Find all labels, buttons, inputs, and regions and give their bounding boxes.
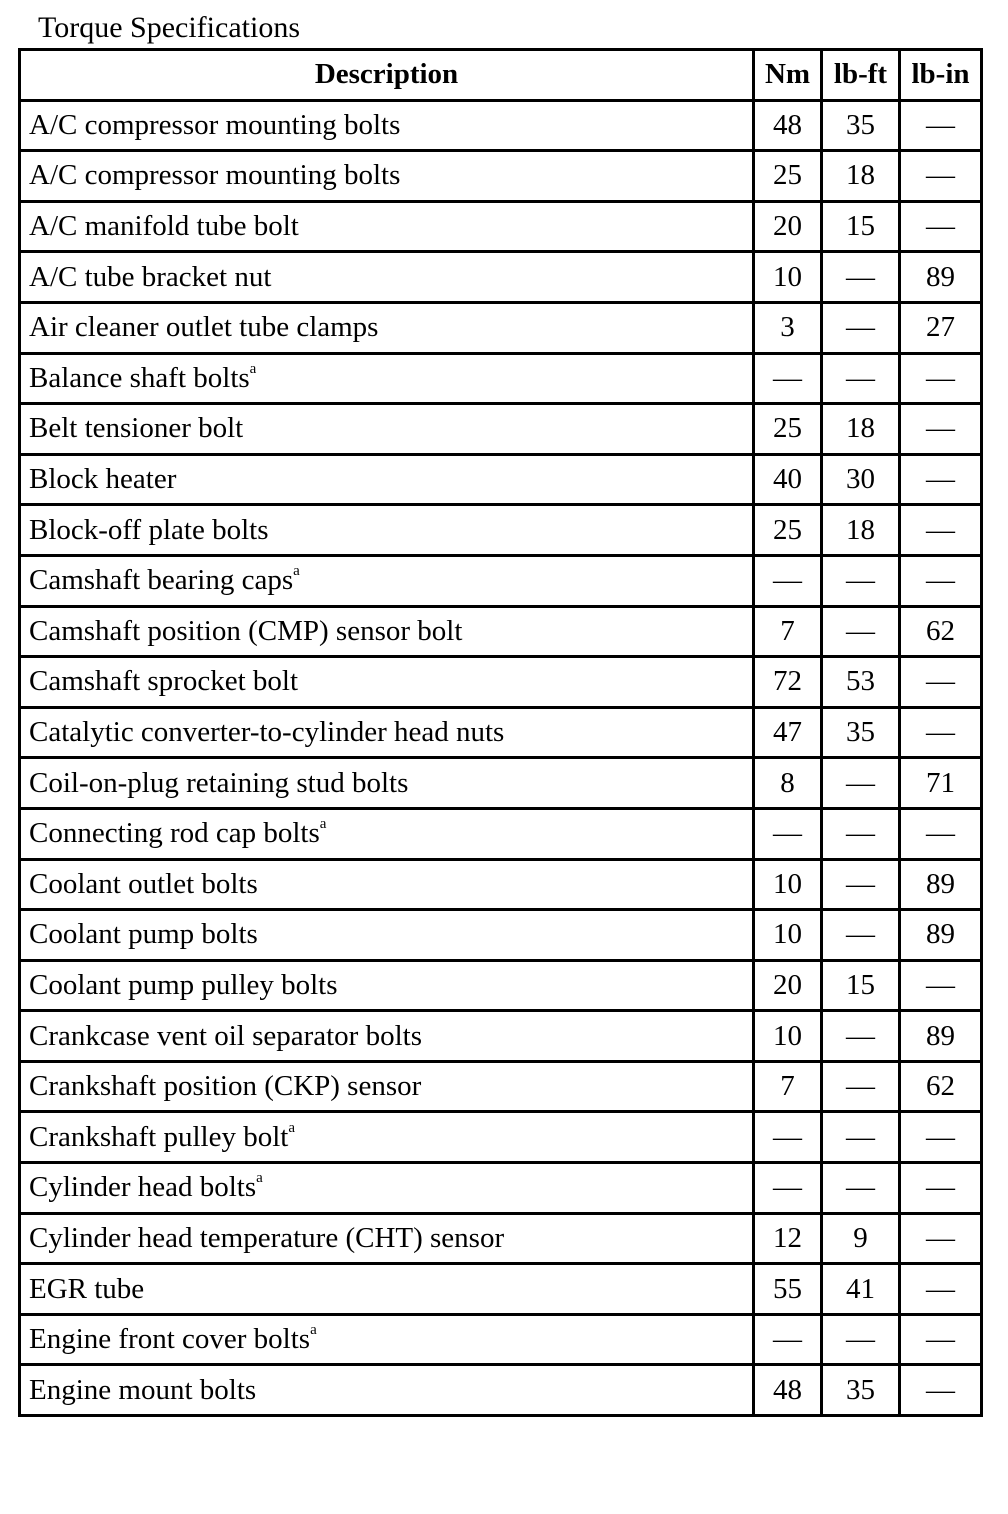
cell-nm: 7 [754, 606, 822, 657]
cell-lbin: 89 [900, 910, 982, 961]
cell-nm: 55 [754, 1264, 822, 1315]
table-header-row [20, 50, 982, 101]
cell-lbin: — [900, 454, 982, 505]
table-row [20, 606, 982, 657]
header-lbft: lb-ft [822, 50, 900, 101]
cell-nm: — [754, 1112, 822, 1163]
cell-description [20, 252, 754, 303]
cell-lbin: 89 [900, 1011, 982, 1062]
cell-lbin: — [900, 201, 982, 252]
header-nm: Nm [754, 50, 822, 101]
footnote-marker: a [256, 1170, 263, 1187]
description-text: Coil-on-plug retaining stud bolts [29, 766, 409, 799]
torque-specifications-table [18, 48, 983, 1417]
table-row [20, 555, 982, 606]
header-lbin: lb-in [900, 50, 982, 101]
cell-lbft: 15 [822, 201, 900, 252]
cell-description [20, 1163, 754, 1214]
cell-lbft: — [822, 910, 900, 961]
cell-lbin: 89 [900, 859, 982, 910]
cell-lbin: 27 [900, 302, 982, 353]
cell-description [20, 1061, 754, 1112]
cell-lbin: — [900, 1213, 982, 1264]
cell-nm: 25 [754, 505, 822, 556]
table-row [20, 404, 982, 455]
table-row [20, 1213, 982, 1264]
cell-lbin: — [900, 353, 982, 404]
cell-nm: 10 [754, 859, 822, 910]
table-caption: Torque Specifications [38, 11, 300, 44]
cell-description [20, 758, 754, 809]
cell-nm: 10 [754, 1011, 822, 1062]
table-row [20, 353, 982, 404]
cell-lbft: — [822, 808, 900, 859]
table-row [20, 960, 982, 1011]
cell-nm: — [754, 555, 822, 606]
description-text: Engine mount bolts [29, 1373, 257, 1406]
description-text: Camshaft sprocket bolt [29, 665, 299, 698]
cell-lbft: 18 [822, 505, 900, 556]
table-row [20, 910, 982, 961]
cell-nm: 25 [754, 151, 822, 202]
cell-lbin: — [900, 1314, 982, 1365]
description-text: A/C compressor mounting bolts [29, 108, 401, 141]
description-text: Coolant pump bolts [29, 918, 258, 951]
cell-description [20, 454, 754, 505]
cell-lbft: — [822, 252, 900, 303]
cell-nm: 20 [754, 201, 822, 252]
footnote-marker: a [249, 360, 257, 377]
cell-lbft: 35 [822, 1365, 900, 1416]
cell-lbft: — [822, 302, 900, 353]
table-row [20, 859, 982, 910]
cell-nm: 48 [754, 100, 822, 151]
cell-lbin: — [900, 960, 982, 1011]
table-row [20, 151, 982, 202]
cell-lbin: — [900, 151, 982, 202]
cell-description [20, 1213, 754, 1264]
cell-lbin: — [900, 404, 982, 455]
cell-description [20, 859, 754, 910]
table-row [20, 505, 982, 556]
cell-lbin: — [900, 657, 982, 708]
description-text: Belt tensioner bolt [29, 412, 244, 445]
cell-description [20, 1011, 754, 1062]
cell-description [20, 1112, 754, 1163]
cell-lbft: — [822, 1314, 900, 1365]
cell-lbft: — [822, 1163, 900, 1214]
cell-nm: 48 [754, 1365, 822, 1416]
cell-lbft: 18 [822, 151, 900, 202]
cell-lbin: — [900, 555, 982, 606]
cell-lbft: 35 [822, 707, 900, 758]
description-text: A/C manifold tube bolt [29, 210, 299, 243]
cell-description [20, 302, 754, 353]
cell-description [20, 555, 754, 606]
cell-lbin: 71 [900, 758, 982, 809]
cell-nm: 25 [754, 404, 822, 455]
description-text: Block-off plate bolts [29, 513, 269, 546]
cell-lbft: 41 [822, 1264, 900, 1315]
cell-lbft: — [822, 859, 900, 910]
cell-lbin: 62 [900, 1061, 982, 1112]
description-text: Crankcase vent oil separator bolts [29, 1019, 422, 1052]
description-text: EGR tube [29, 1272, 145, 1305]
cell-description [20, 960, 754, 1011]
description-text: Balance shaft bolts [29, 361, 250, 394]
cell-lbft: 35 [822, 100, 900, 151]
cell-description [20, 657, 754, 708]
description-text: Cylinder head bolts [29, 1171, 257, 1204]
description-text: A/C compressor mounting bolts [29, 159, 401, 192]
cell-lbin: — [900, 505, 982, 556]
description-text: Cylinder head temperature (CHT) sensor [29, 1221, 505, 1254]
table-row [20, 1011, 982, 1062]
cell-lbft: — [822, 353, 900, 404]
table-row [20, 252, 982, 303]
cell-description [20, 353, 754, 404]
description-text: Coolant outlet bolts [29, 867, 258, 900]
cell-nm: 10 [754, 252, 822, 303]
cell-nm: 12 [754, 1213, 822, 1264]
cell-lbft: — [822, 1112, 900, 1163]
footnote-marker: a [319, 816, 327, 833]
table-body [20, 100, 982, 1415]
cell-nm: — [754, 353, 822, 404]
description-text: Crankshaft pulley bolt [29, 1120, 289, 1153]
cell-nm: 8 [754, 758, 822, 809]
cell-lbft: — [822, 555, 900, 606]
cell-nm: 47 [754, 707, 822, 758]
cell-lbin: 89 [900, 252, 982, 303]
table-row [20, 657, 982, 708]
cell-nm: 72 [754, 657, 822, 708]
table-row [20, 1061, 982, 1112]
description-text: Air cleaner outlet tube clamps [29, 311, 379, 344]
cell-lbin: — [900, 100, 982, 151]
description-text: Catalytic converter-to-cylinder head nuts [29, 716, 505, 749]
description-text: Camshaft position (CMP) sensor bolt [29, 614, 463, 647]
cell-lbft: 18 [822, 404, 900, 455]
cell-description [20, 1264, 754, 1315]
cell-nm: 10 [754, 910, 822, 961]
table-row [20, 1112, 982, 1163]
cell-lbft: 30 [822, 454, 900, 505]
table-row [20, 808, 982, 859]
description-text: Connecting rod cap bolts [29, 817, 320, 850]
table-row [20, 707, 982, 758]
cell-lbin: — [900, 1264, 982, 1315]
cell-nm: 7 [754, 1061, 822, 1112]
cell-lbin: — [900, 1163, 982, 1214]
cell-description [20, 505, 754, 556]
cell-description [20, 707, 754, 758]
cell-lbin: — [900, 1112, 982, 1163]
header-description: Description [20, 50, 754, 101]
description-text: Block heater [29, 463, 177, 496]
cell-lbft: — [822, 606, 900, 657]
cell-lbft: 53 [822, 657, 900, 708]
cell-lbft: 15 [822, 960, 900, 1011]
cell-description [20, 606, 754, 657]
description-text: Camshaft bearing caps [29, 564, 294, 597]
cell-description [20, 201, 754, 252]
cell-nm: 20 [754, 960, 822, 1011]
cell-description [20, 1365, 754, 1416]
cell-lbft: — [822, 1011, 900, 1062]
footnote-marker: a [293, 563, 300, 580]
table-row [20, 758, 982, 809]
footnote-marker: a [310, 1322, 317, 1339]
table-row [20, 1264, 982, 1315]
table-row [20, 302, 982, 353]
table-row [20, 100, 982, 151]
cell-lbft: — [822, 1061, 900, 1112]
cell-nm: — [754, 1163, 822, 1214]
cell-nm: — [754, 808, 822, 859]
cell-description [20, 404, 754, 455]
table-row [20, 454, 982, 505]
cell-description [20, 1314, 754, 1365]
cell-lbin: — [900, 808, 982, 859]
cell-nm: — [754, 1314, 822, 1365]
description-text: Crankshaft position (CKP) sensor [29, 1070, 422, 1103]
cell-nm: 40 [754, 454, 822, 505]
cell-lbft: 9 [822, 1213, 900, 1264]
cell-lbin: 62 [900, 606, 982, 657]
table-row [20, 1365, 982, 1416]
cell-nm: 3 [754, 302, 822, 353]
table-row [20, 1163, 982, 1214]
cell-lbin: — [900, 707, 982, 758]
cell-description [20, 100, 754, 151]
table-row [20, 201, 982, 252]
cell-lbft: — [822, 758, 900, 809]
footnote-marker: a [288, 1119, 296, 1136]
cell-description [20, 808, 754, 859]
description-text: Engine front cover bolts [29, 1323, 311, 1356]
description-text: Coolant pump pulley bolts [29, 968, 338, 1001]
description-text: A/C tube bracket nut [29, 260, 272, 293]
cell-description [20, 910, 754, 961]
cell-lbin: — [900, 1365, 982, 1416]
cell-description [20, 151, 754, 202]
table-row [20, 1314, 982, 1365]
